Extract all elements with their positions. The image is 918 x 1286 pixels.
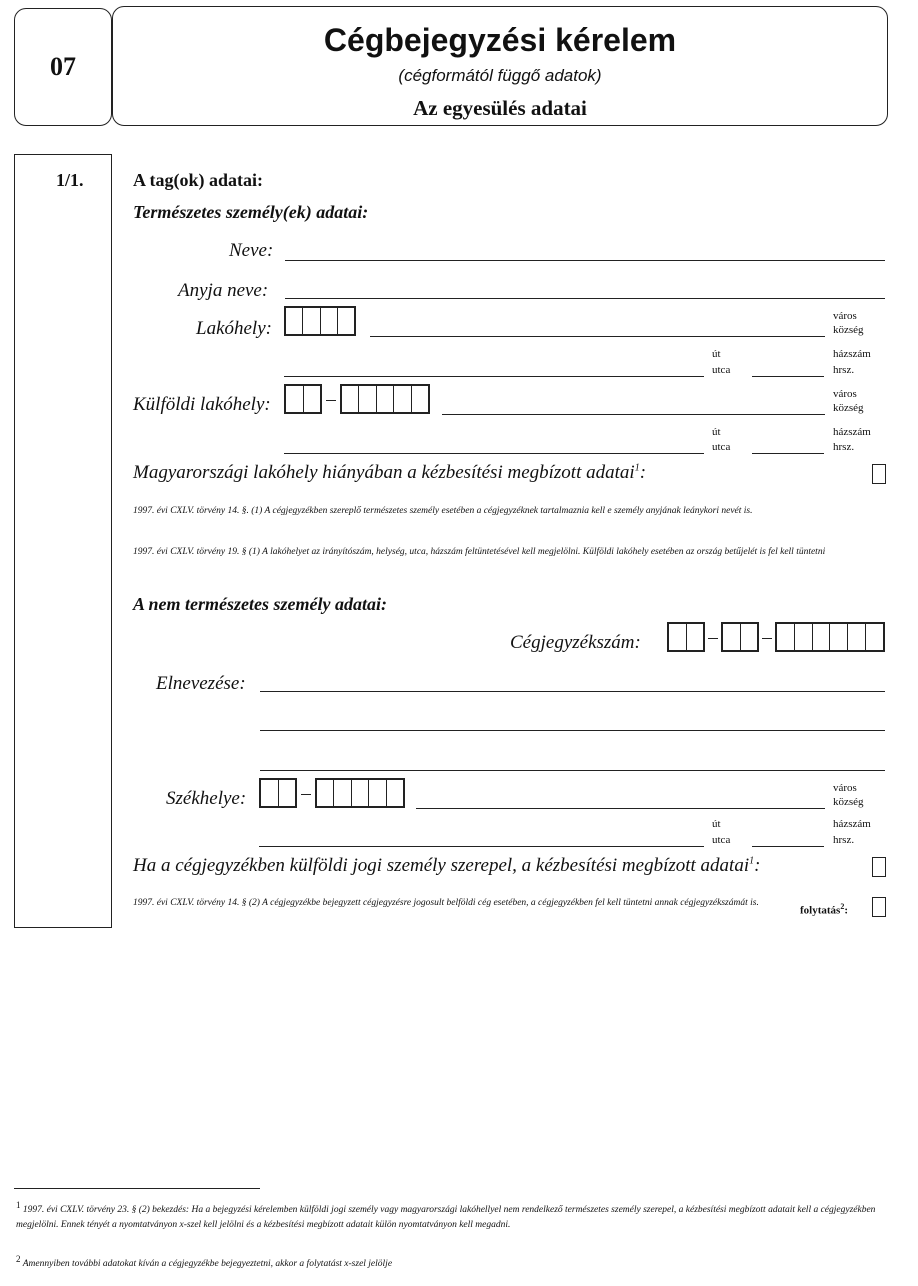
seat-house-field[interactable] <box>752 846 824 847</box>
separator-dash <box>708 638 718 639</box>
residence-street-label-top: út <box>712 348 721 360</box>
separator-dash <box>301 794 311 795</box>
legal-note-registration: 1997. évi CXLV. törvény 14. § (2) A cégjegyzékbe bejegyzett cégjegyzésre jogosult belföldi cég esetében, a cégjegyzékben fel kell tüntetni annak cégjegyzékszámát is. <box>133 898 759 908</box>
mother-name-label: Anyja neve: <box>178 280 269 301</box>
section-number-column <box>14 154 112 928</box>
foreign-entity-agent-colon: : <box>754 855 761 876</box>
delivery-agent-colon: : <box>639 462 647 483</box>
residence-house-label-bottom: hrsz. <box>833 364 855 376</box>
footnote-1 <box>16 1198 876 1233</box>
delivery-agent-text <box>133 462 646 484</box>
registration-number-label: Cégjegyzékszám: <box>510 632 641 653</box>
seat-city-field[interactable] <box>416 808 825 809</box>
regno-part3-field[interactable] <box>775 622 885 652</box>
natural-person-heading: Természetes személy(ek) adatai: <box>133 202 369 222</box>
residence-city-label-top: város <box>833 310 857 322</box>
section-title: Az egyesülés adatai <box>413 96 587 120</box>
entity-name-field-line3[interactable] <box>260 770 885 771</box>
continuation-checkbox[interactable] <box>872 897 886 917</box>
members-heading: A tag(ok) adatai: <box>133 170 263 190</box>
footnote-ref-1: 1 <box>749 855 755 867</box>
residence-street-field[interactable] <box>284 376 704 377</box>
delivery-agent-label: Magyarországi lakóhely hiányában a kézbesítési megbízott adatai <box>133 462 635 483</box>
residence-house-field[interactable] <box>752 376 824 377</box>
entity-name-field-line1[interactable] <box>260 691 885 692</box>
foreign-country-code-field[interactable] <box>284 384 322 414</box>
seat-city-label-bottom: község <box>833 796 864 808</box>
separator-dash <box>326 400 336 401</box>
name-field[interactable] <box>285 260 885 261</box>
entity-name-label: Elnevezése: <box>156 673 246 694</box>
seat-house-label-top: házszám <box>833 818 871 830</box>
seat-street-field[interactable] <box>259 846 704 847</box>
footnote-2-mark: 2 <box>16 1254 21 1264</box>
regno-part1-field[interactable] <box>667 622 705 652</box>
section-number: 1/1. <box>56 170 84 190</box>
seat-street-label-top: út <box>712 818 721 830</box>
foreign-city-label-bottom: község <box>833 402 864 414</box>
legal-note-mother-name: 1997. évi CXLV. törvény 14. §. (1) A cégjegyzékben szereplő természetes személy esetében a cégjegyzéknek tartalmaznia kell e személy anyjának leánykori nevét is. <box>133 506 753 516</box>
residence-house-label-top: házszám <box>833 348 871 360</box>
foreign-street-label-top: út <box>712 426 721 438</box>
residence-street-label-bottom: utca <box>712 364 731 376</box>
foreign-entity-agent-checkbox[interactable] <box>872 857 886 877</box>
regno-part2-field[interactable] <box>721 622 759 652</box>
residence-city-label-bottom: község <box>833 324 864 336</box>
seat-country-code-field[interactable] <box>259 778 297 808</box>
foreign-postcode-field[interactable] <box>340 384 430 414</box>
foreign-entity-agent-label: Ha a cégjegyzékben külföldi jogi személy szerepel, a kézbesítési megbízott adatai <box>133 855 750 876</box>
continuation-text <box>800 902 848 917</box>
name-label: Neve: <box>229 240 274 261</box>
foreign-street-label-bottom: utca <box>712 441 731 453</box>
foreign-city-field[interactable] <box>442 414 825 415</box>
residence-city-field[interactable] <box>370 336 825 337</box>
footnote-2 <box>16 1252 876 1272</box>
foreign-house-label-top: házszám <box>833 426 871 438</box>
footnote-1-text: 1997. évi CXLV. törvény 23. § (2) bekezdés: Ha a bejegyzési kérelemben külföldi jogi személy vagy magyarországi lakóhellyel nem rendelkező természetes személy szerepel, a kézbesítési megbízott adatait kell a cégjegyzékben megjelölni. Ennek tényét a nyomtatványon x-szel kell jelölni és a kézbesítési megbízott adatait külön nyomtatványon kell megadni. <box>16 1205 876 1231</box>
footnote-divider <box>14 1188 260 1189</box>
page-title: Cégbejegyzési kérelem <box>323 22 677 58</box>
foreign-entity-agent-text <box>133 855 760 877</box>
separator-dash <box>762 638 772 639</box>
footnote-1-mark: 1 <box>16 1200 21 1210</box>
seat-street-label-bottom: utca <box>712 834 731 846</box>
footnote-ref-1: 1 <box>634 462 640 474</box>
delivery-agent-checkbox[interactable] <box>872 464 886 484</box>
seat-house-label-bottom: hrsz. <box>833 834 855 846</box>
page-subtitle: (cégformától függő adatok) <box>398 66 602 85</box>
seat-postcode-field[interactable] <box>315 778 405 808</box>
footnote-2-text: Amennyiben további adatokat kíván a cégjegyzékbe bejegyeztetni, akkor a folytatást x-szel jelölje <box>22 1259 393 1270</box>
residence-label: Lakóhely: <box>196 318 272 339</box>
mother-name-field[interactable] <box>285 298 885 299</box>
foreign-house-label-bottom: hrsz. <box>833 441 855 453</box>
foreign-street-field[interactable] <box>284 453 704 454</box>
seat-city-label-top: város <box>833 782 857 794</box>
foreign-city-label-top: város <box>833 388 857 400</box>
legal-note-residence: 1997. évi CXLV. törvény 19. § (1) A lakóhelyet az irányítószám, helység, utca, házszám feltüntetésével kell megjelölni. Külföldi lakóhely esetében az ország betűjelét is fel kell tüntetni <box>133 547 826 557</box>
foreign-residence-label: Külföldi lakóhely: <box>133 394 271 415</box>
continuation-colon: : <box>844 904 848 917</box>
entity-name-field-line2[interactable] <box>260 730 885 731</box>
residence-postcode-field[interactable] <box>284 306 356 336</box>
form-number: 07 <box>50 52 76 81</box>
legal-entity-heading: A nem természetes személy adatai: <box>133 594 387 614</box>
continuation-label: folytatás <box>800 904 841 917</box>
foreign-house-field[interactable] <box>752 453 824 454</box>
seat-label: Székhelye: <box>166 788 247 809</box>
footnote-ref-2: 2 <box>840 902 845 911</box>
